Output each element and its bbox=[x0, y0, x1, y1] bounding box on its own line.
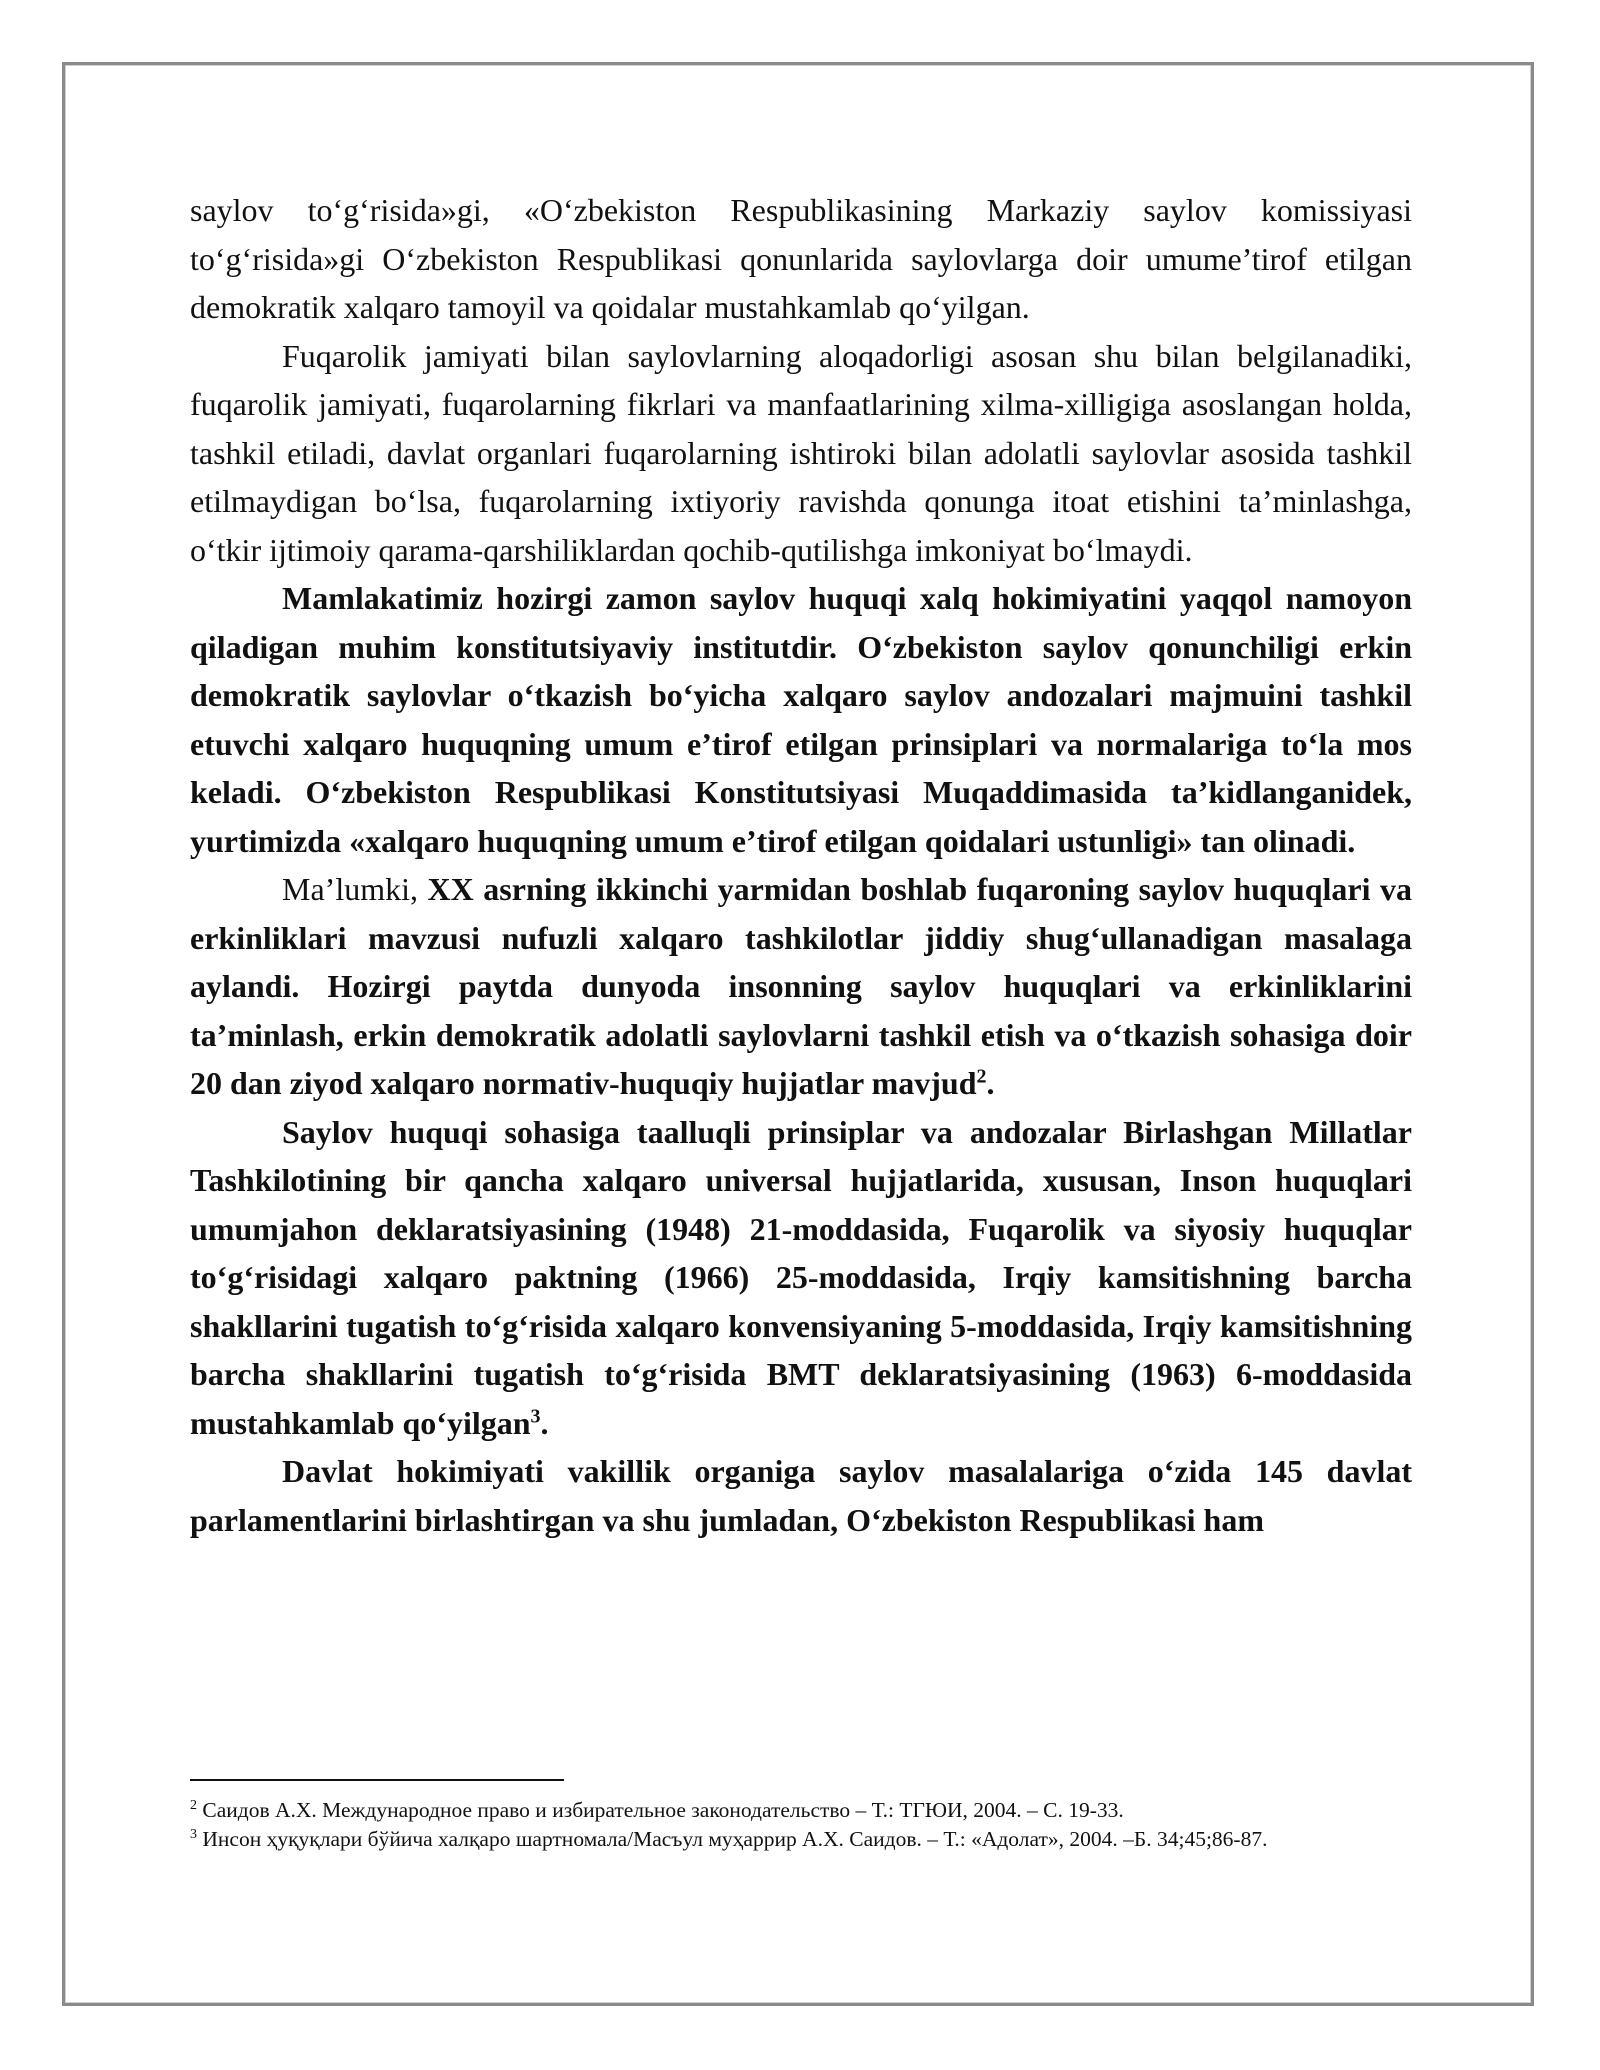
footnote-ref-2[interactable]: 2 bbox=[976, 1065, 987, 1088]
footnote-separator bbox=[190, 1779, 564, 1781]
footnote-mark: 3 bbox=[190, 1826, 197, 1842]
footnote-3 bbox=[190, 1825, 1412, 1854]
footnote-text: Инсон ҳуқуқлари бўйича халқаро шартномала/Масъул муҳаррир А.Х. Саидов. – Т.: «Адолат», 2004. –Б. 34;45;86-87. bbox=[202, 1827, 1268, 1851]
footnote-text: Саидов А.Х. Международное право и избирательное законодательство – Т.: ТГЮИ, 2004. – С. 19-33. bbox=[202, 1798, 1124, 1822]
footnote-ref-3[interactable]: 3 bbox=[530, 1404, 541, 1427]
paragraph-4-lead: Ma’lumki, bbox=[282, 871, 428, 907]
document-body bbox=[190, 186, 1412, 1544]
paragraph-3: Mamlakatimiz hozirgi zamon saylov huquqi xalq hokimiyatini yaqqol namoyon qiladigan muhim konstitutsiyaviy institutdir. O‘zbekiston saylov qonunchiligi erkin demokratik saylovlar o‘tkazish bo‘yicha xalqaro saylov andozalari majmuini tashkil etuvchi xalqaro huquqning umum e’tirof etilgan prinsiplari va normalariga to‘la mos keladi. O‘zbekiston Respublikasi Konstitutsiyasi Muqaddimasida ta’kidlanganidek, yurtimizda «xalqaro huquqning umum e’tirof etilgan qoidalari ustunligi» tan olinadi. bbox=[190, 580, 1412, 859]
paragraph-4-end: . bbox=[986, 1065, 995, 1101]
paragraph-5-main: Saylov huquqi sohasiga taalluqli prinsiplar va andozalar Birlashgan Millatlar Tashkilotining bir qancha xalqaro universal hujjatlarida, xususan, Inson huquqlari umumjahon deklaratsiyasining (1948) 21-moddasida, Fuqarolik va siyosiy huquqlar to‘g‘risidagi xalqaro paktning (1966) 25-moddasida, Irqiy kamsitishning barcha shakllarini tugatish to‘g‘risida xalqaro konvensiyaning 5-moddasida, Irqiy kamsitishning barcha shakllarini tugatish to‘g‘risida BMT deklaratsiyasining (1963) 6-moddasida mustahkamlab qo‘yilgan bbox=[190, 1113, 1412, 1441]
paragraph-5-end: . bbox=[540, 1404, 549, 1441]
paragraph-5 bbox=[190, 1108, 1412, 1448]
paragraph-2: Fuqarolik jamiyati bilan saylovlarning aloqadorligi asosan shu bilan belgilanadiki, fuqarolik jamiyati, fuqarolarning fikrlari va manfaatlarining xilma-xilligiga asoslangan holda, tashkil etiladi, davlat organlari fuqarolarning ishtiroki bilan adolatli saylovlar asosida tashkil etilmaydigan bo‘lsa, fuqarolarning ixtiyoriy ravishda qonunga itoat etishini ta’minlashga, o‘tkir ijtimoiy qarama-qarshiliklardan qochib-qutilishga imkoniyat bo‘lmaydi. bbox=[190, 337, 1412, 568]
footnote-2 bbox=[190, 1796, 1412, 1825]
footnotes bbox=[190, 1796, 1412, 1854]
paragraph-6: Davlat hokimiyati vakillik organiga saylov masalalariga o‘zida 145 davlat parlamentlarini birlashtirgan va shu jumladan, O‘zbekiston Respublikasi ham bbox=[190, 1453, 1412, 1538]
footnote-mark: 2 bbox=[190, 1797, 197, 1813]
paragraph-4 bbox=[190, 865, 1412, 1108]
paragraph-1: saylov to‘g‘risida»gi, «O‘zbekiston Respublikasining Markaziy saylov komissiyasi to‘g‘risida»gi O‘zbekiston Respublikasi qonunlarida saylovlarga doir umume’tirof etilgan demokratik xalqaro tamoyil va qoidalar mustahkamlab qo‘yilgan. bbox=[190, 192, 1412, 325]
paragraph-4-main: XX asrning ikkinchi yarmidan boshlab fuqaroning saylov huquqlari va erkinliklari mavzusi nufuzli xalqaro tashkilotlar jiddiy shug‘ullanadigan masalaga aylandi. Hozirgi paytda dunyoda insonning saylov huquqlari va erkinliklarini ta’minlash, erkin demokratik adolatli saylovlarni tashkil etish va o‘tkazish sohasiga doir 20 dan ziyod xalqaro normativ-huquqiy hujjatlar mavjud bbox=[190, 871, 1413, 1101]
